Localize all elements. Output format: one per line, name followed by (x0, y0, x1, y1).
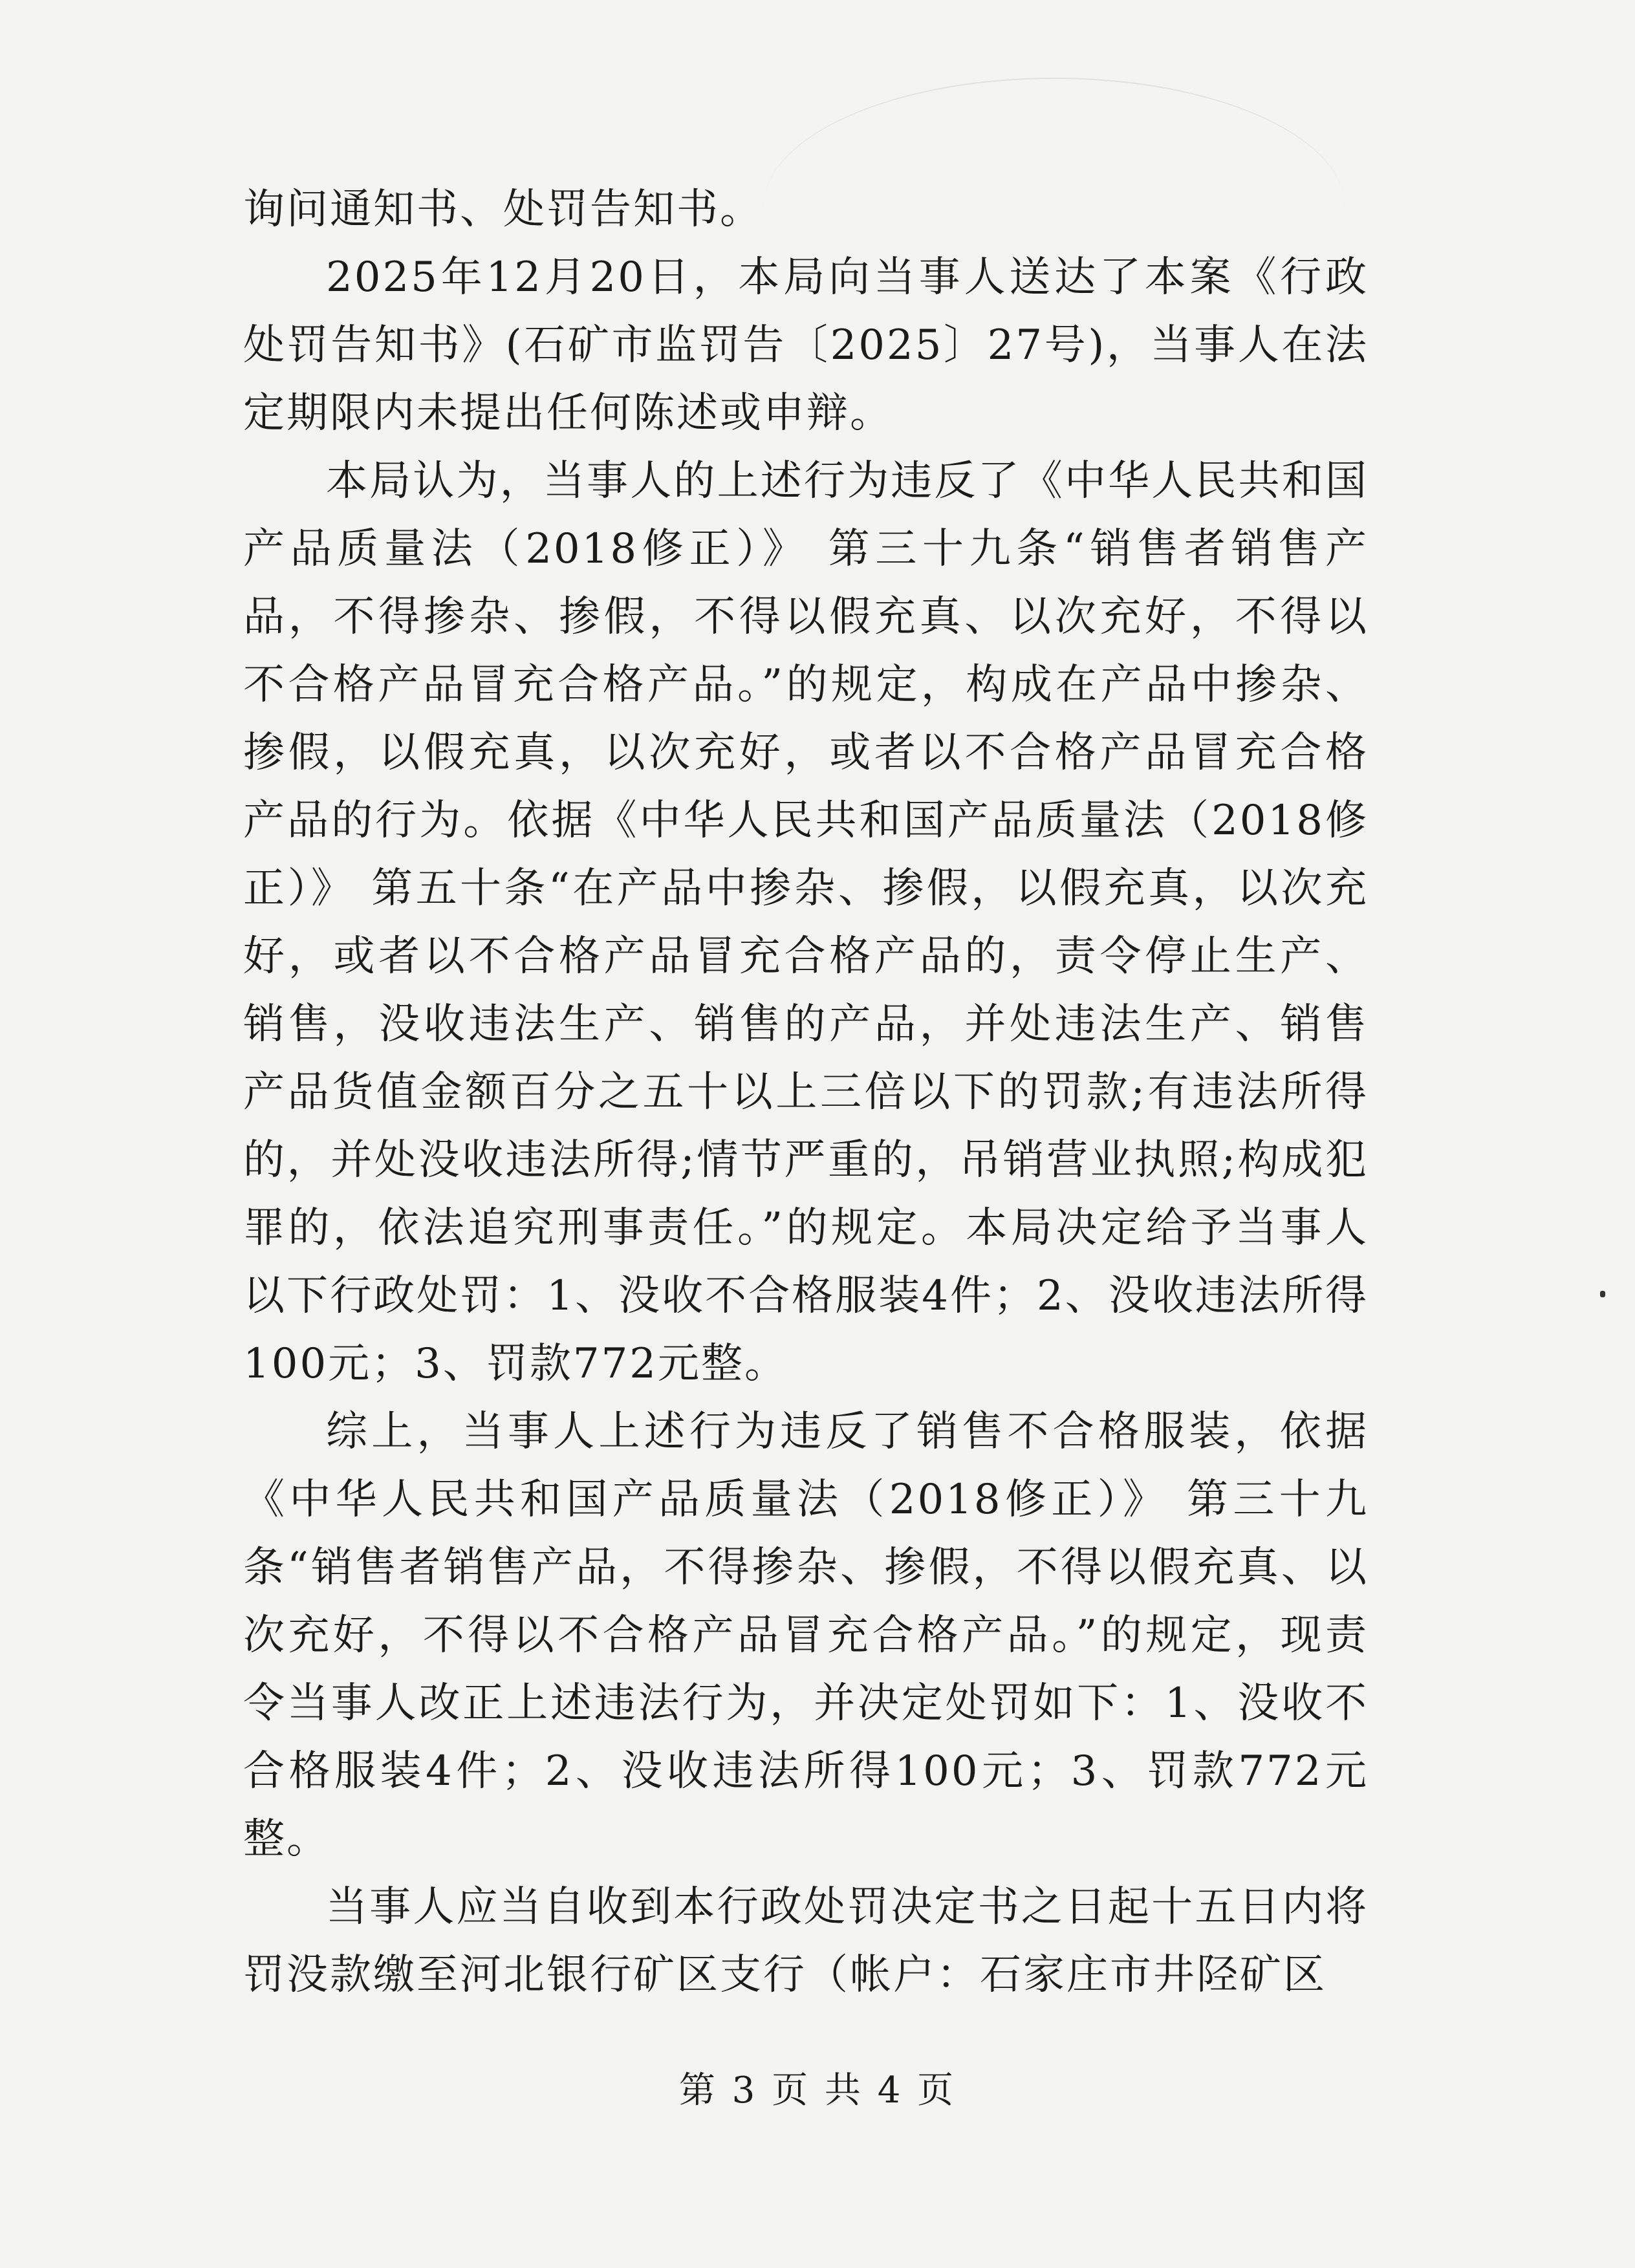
paragraph-payment: 当事人应当自收到本行政处罚决定书之日起十五日内将罚没款缴至河北银行矿区支行（帐户：石家庄市井陉矿区 (243, 1883, 1369, 1999)
document-body (243, 176, 1369, 2009)
paragraph-notice-delivery: 2025年12月20日，本局向当事人送达了本案《行政处罚告知书》(石矿市监罚告〔2025〕27号)，当事人在法定期限内未提出任何陈述或申辩。 (243, 254, 1369, 437)
paragraph-continued: 询问通知书、处罚告知书。 (243, 186, 763, 233)
scan-speck (1600, 1291, 1605, 1297)
page-number-footer: 第 3 页 共 4 页 (678, 2069, 957, 2111)
paragraph-violation-basis: 本局认为，当事人的上述行为违反了《中华人民共和国产品质量法（2018修正）》 第三十九条“销售者销售产品，不得掺杂、掺假，不得以假充真、以次充好，不得以不合格产品冒充合格产品。”的规定，构成在产品中掺杂、掺假，以假充真，以次充好，或者以不合格产品冒充合格产品的行为。依据《中华人民共和国产品质量法（2018修正）》 第五十条“在产品中掺杂、掺假，以假充真，以次充好，或者以不合格产品冒充合格产品的，责令停止生产、销售，没收违法生产、销售的产品，并处违法生产、销售产品货值金额百分之五十以上三倍以下的罚款;有违法所得的，并处没收违法所得;情节严重的，吊销营业执照;构成犯罪的，依法追究刑事责任。”的规定。本局决定给予当事人以下行政处罚：1、没收不合格服装4件；2、没收违法所得100元；3、罚款772元整。 (243, 457, 1369, 1388)
paragraph-conclusion: 综上，当事人上述行为违反了销售不合格服装，依据《中华人民共和国产品质量法（2018修正）》 第三十九条“销售者销售产品，不得掺杂、掺假，不得以假充真、以次充好，不得以不合格产品冒充合格产品。”的规定，现责令当事人改正上述违法行为，并决定处罚如下：1、没收不合格服装4件；2、没收违法所得100元；3、罚款772元整。 (243, 1408, 1369, 1863)
